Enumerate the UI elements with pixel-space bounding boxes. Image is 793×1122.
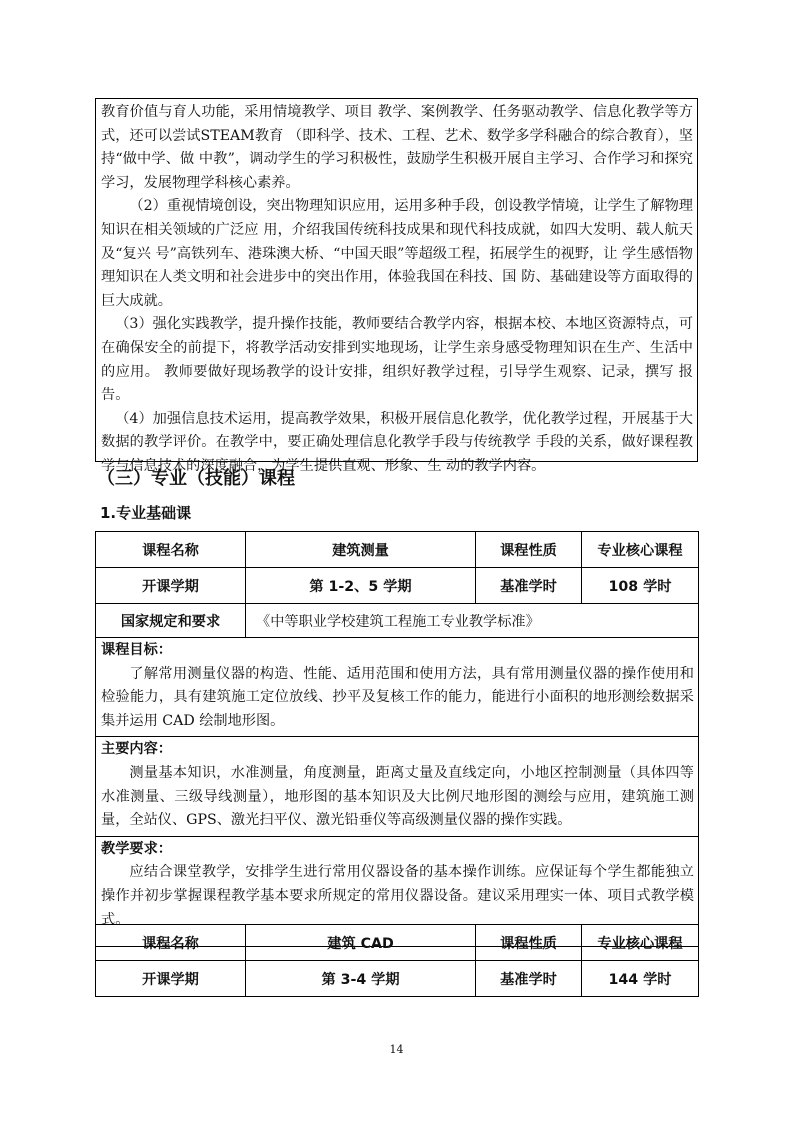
goal-text: 了解常用测量仪器的构造、性能、适用范围和使用方法，具有常用测量仪器的操作使用和检验能力，具有建筑施工定位放线、抄平及复核工作的能力，能进行小面积的地形测绘数据采集并运用 CAD 绘制地形图。 [101,665,694,729]
term-label: 开课学期 [96,568,246,604]
page-number: 14 [389,1043,404,1056]
course-table-cad [95,924,699,997]
course2-term-value: 第 3-4 学期 [246,961,476,997]
requirement-title: 教学要求： [101,840,172,857]
sub-heading: 1.专业基础课 [100,504,192,522]
course-term-row [96,568,699,604]
goal-title: 课程目标： [101,642,172,658]
content-title: 主要内容： [101,741,172,758]
course2-hours-value: 144 学时 [582,961,699,997]
requirement-text: 应结合课堂教学，安排学生进行常用仪器设备的基本操作训练。应保证每个学生都能独立操作并初步掌握课程教学基本要求所规定的常用仪器设备。建议采用理实一体、项目式教学模式。 [101,864,694,928]
course-goal-row [96,638,699,737]
course2-name-label: 课程名称 [96,925,246,961]
content-text: 测量基本知识，水准测量，角度测量，距离丈量及直线定向，小地区控制测量（具体四等水准测量、三级导线测量），地形图的基本知识及大比例尺地形图的测绘与应用，建筑施工测量，全站仪、GPS、激光扫平仪、激光铅垂仪等高级测量仪器的操作实践。 [101,764,694,829]
course2-term-label: 开课学期 [96,961,246,997]
hours-label: 基准学时 [476,568,582,604]
paragraph-4: （4）加强信息技术运用，提高教学效果，积极开展信息化教学，优化教学过程，开展基于大数据的教学评价。在教学中，要正确处理信息化教学手段与传统教学 手段的关系，做好课程教学与信息技术的深度融合，为学生提供直观、形象、生 动的教学内容。 [101,410,693,474]
course2-header-row [96,925,699,961]
course2-hours-label: 基准学时 [476,961,582,997]
course-table-surveying [95,531,699,947]
paragraph-1: 教育价值与育人功能，采用情境教学、项目 教学、案例教学、任务驱动教学、信息化教学等方式，还可以尝试STEAM教育 （即科学、技术、工程、艺术、数学多学科融合的综合教育），坚持“做中学、做 中教”，调动学生的学习积极性，鼓励学生积极开展自主学习、合作学习和探究 学习，发展物理学科核心素养。 [101,104,693,191]
course2-nature: 专业核心课程 [582,925,699,961]
course2-nature-label: 课程性质 [476,925,582,961]
standard-value: 《中等职业学校建筑工程施工专业教学标准》 [246,604,699,638]
course2-term-row [96,961,699,997]
paragraph-3: （3）强化实践教学，提升操作技能，教师要结合教学内容，根据本校、本地区资源特点，可在确保安全的前提下，将教学活动安排到实地现场，让学生亲身感受物理知识在生产、生活中的应用。 教师要做好现场教学的设计安排，组织好教学过程，引导学生观察、记录，撰写 报告。 [101,316,693,404]
course2-name: 建筑 CAD [246,925,476,961]
term-value: 第 1-2、5 学期 [246,568,476,604]
standard-label: 国家规定和要求 [96,604,246,638]
course-name: 建筑测量 [246,532,476,568]
hours-value: 108 学时 [582,568,699,604]
course-header-row [96,532,699,568]
course-nature: 专业核心课程 [582,532,699,568]
course-name-label: 课程名称 [96,532,246,568]
paragraph-2: （2）重视情境创设，突出物理知识应用，运用多种手段，创设教学情境，让学生了解物理知识在相关领域的广泛应 用，介绍我国传统科技成果和现代科技成就，如四大发明、载人航天及“复兴 号”高铁列车、港珠澳大桥、“中国天眼”等超级工程，拓展学生的视野，让 学生感悟物理知识在人类文明和社会进步中的突出作用，体验我国在科技、国 防、基础建设等方面取得的巨大成就。 [101,198,693,309]
section-heading: （三）专业（技能）课程 [97,468,295,489]
course-standard-row [96,604,699,638]
course-nature-label: 课程性质 [476,532,582,568]
teaching-suggestions-box [95,98,698,474]
course-content-row [96,737,699,836]
